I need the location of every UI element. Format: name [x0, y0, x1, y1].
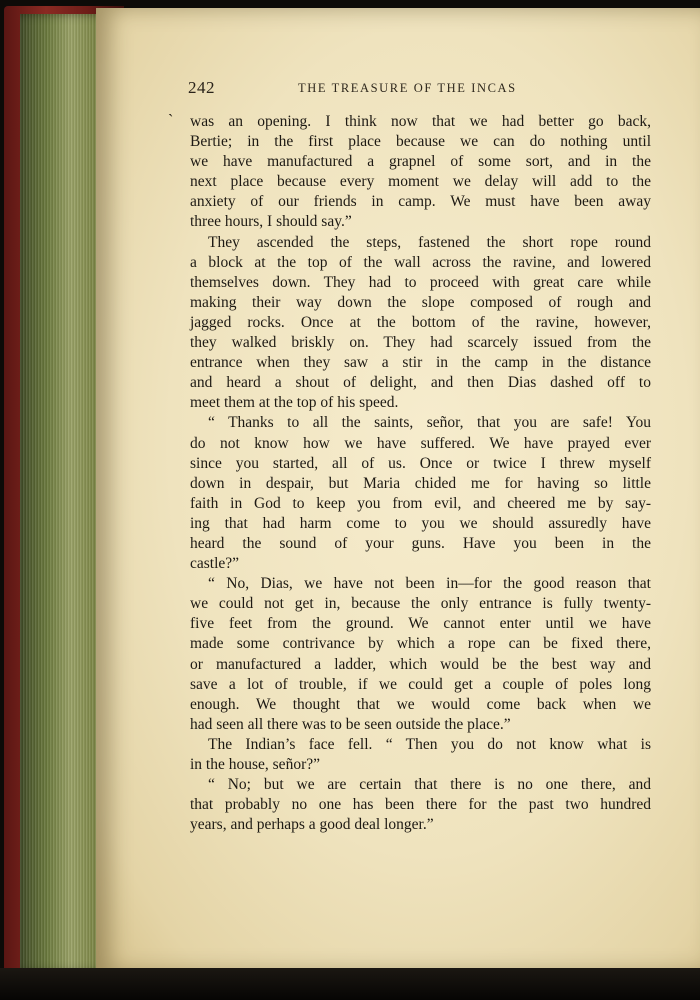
text-line: next place because every moment we delay will add to the	[190, 173, 651, 191]
text-line: since you started, all of us. Once or twice I threw myself	[190, 454, 651, 472]
text-line: faith in God to keep you from evil, and cheered me by say-	[190, 494, 651, 512]
text-line: Bertie; in the first place because we can do nothing until	[190, 133, 651, 151]
text-line: in the house, señor?”	[190, 756, 320, 773]
text-line: made some contrivance by which a rope can be fixed there,	[190, 635, 651, 653]
text-line: five feet from the ground. We cannot enter until we have	[190, 615, 651, 633]
text-line: “ Thanks to all the saints, señor, that you are safe! You	[208, 414, 651, 432]
text-line: “ No; but we are certain that there is no one there, and	[208, 776, 651, 794]
text-line: anxiety of our friends in camp. We must have been away	[190, 193, 651, 211]
text-line: had seen all there was to be seen outside the place.”	[190, 715, 511, 733]
text-line: years, and perhaps a good deal longer.”	[190, 816, 434, 834]
running-title: THE TREASURE OF THE INCAS	[298, 81, 517, 95]
text-line: a block at the top of the wall across the ravine, and lowered	[190, 253, 651, 271]
margin-mark: `	[168, 112, 174, 129]
text-line: enough. We thought that we would come back when we	[190, 695, 651, 713]
text-line: and heard a shout of delight, and then Dias dashed off to	[190, 374, 651, 392]
page-header	[188, 78, 652, 100]
background-shadow	[0, 968, 700, 1000]
text-line: They ascended the steps, fastened the short rope round	[208, 233, 651, 251]
text-line: they walked briskly on. They had scarcely issued from the	[190, 334, 651, 352]
text-line: we could not get in, because the only entrance is fully twenty-	[190, 595, 651, 613]
text-line: meet them at the top of his speed.	[190, 394, 399, 412]
text-line: three hours, I should say.”	[190, 213, 352, 231]
text-line: or manufactured a ladder, which would be the best way and	[190, 655, 651, 673]
text-line: The Indian’s face fell. “ Then you do not know what is	[208, 735, 651, 753]
text-line: do not know how we have suffered. We have prayed ever	[190, 434, 651, 452]
text-line: “ No, Dias, we have not been in—for the good reason that	[208, 575, 651, 593]
body-text	[190, 112, 651, 835]
text-line: heard the sound of your guns. Have you been in the	[190, 534, 651, 552]
text-line: was an opening. I think now that we had better go back,	[190, 113, 651, 130]
text-line: down in despair, but Maria chided me for having so little	[190, 474, 651, 492]
text-line: that probably no one has been there for the past two hundred	[190, 796, 651, 814]
text-line: we have manufactured a grapnel of some sort, and in the	[190, 153, 651, 171]
text-line: themselves down. They had to proceed with great care while	[190, 273, 651, 291]
text-line: entrance when they saw a stir in the camp in the distance	[190, 354, 651, 372]
text-line: castle?”	[190, 555, 240, 573]
text-line: ing that had harm come to you we should assuredly have	[190, 514, 651, 532]
text-line: jagged rocks. Once at the bottom of the ravine, however,	[190, 313, 651, 331]
text-line: save a lot of trouble, if we could get a couple of poles long	[190, 675, 651, 693]
text-line: making their way down the slope composed of rough and	[190, 293, 651, 311]
page-number: 242	[188, 78, 215, 97]
